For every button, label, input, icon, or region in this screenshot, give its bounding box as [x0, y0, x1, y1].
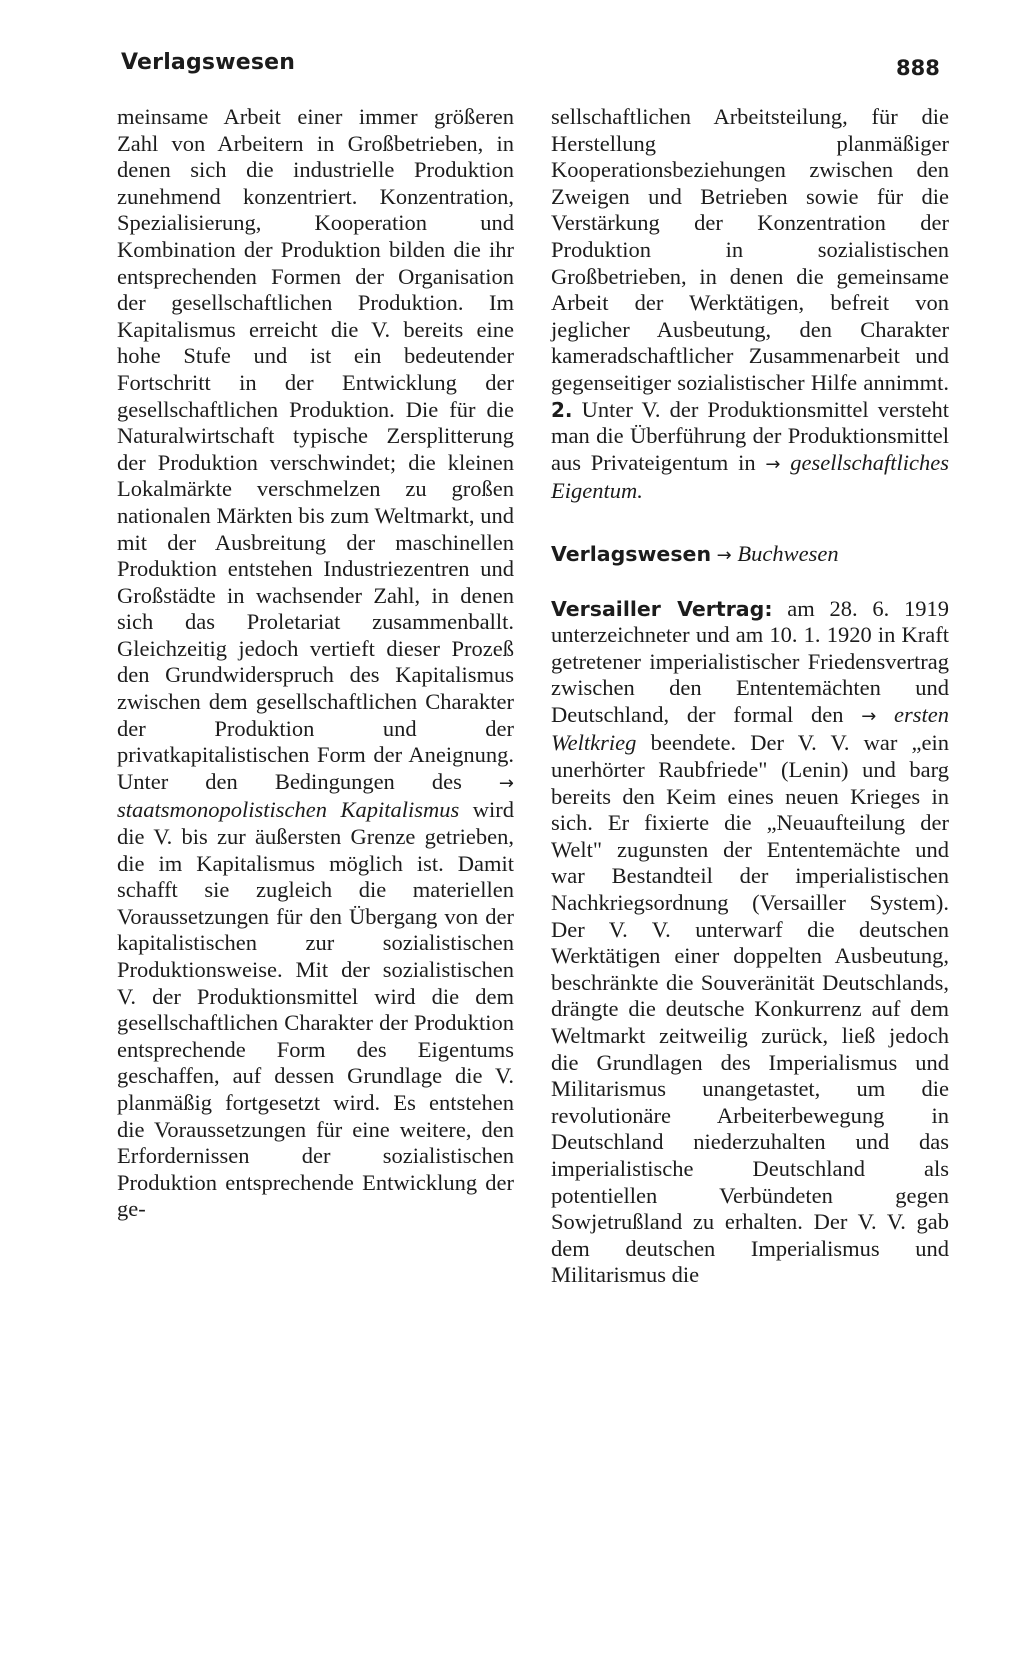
entry-continuation [117, 104, 514, 1223]
entry-headword: Verlagswesen [551, 541, 712, 566]
page-number: 888 [896, 56, 940, 80]
running-head: Verlagswesen [121, 50, 296, 75]
body-text: Unter V. der Produktionsmittel versteht man die Überführung der Produktionsmittel aus Privateigentum in [551, 396, 949, 475]
entry-versailler-vertrag [551, 596, 949, 1289]
body-text: am 28. 6. 1919 unterzeichneter und am 10. 1. 1920 in Kraft getretener imperialistischer Friedensvertrag zwischen den Ententemächten und Deutschland, der formal den [551, 595, 950, 727]
body-text: beendete. Der V. V. war „ein unerhörter Raubfriede" (Lenin) und barg bereits den Keim eines neuen Krieges in sich. Er fixierte die „Neuaufteilung der Welt" zugunsten der Ententemächte und war Bestandteil der imperialistischen Nachkriegsordnung (Versailler System). Der V. V. unterwarf die deutschen Werktätigen einer doppelten Ausbeutung, beschränkte die Souveränität Deutschlands, drängte die deutsche Konkurrenz auf dem Weltmarkt zeitweilig zurück, ließ jedoch die Grundlagen des Imperialismus und Militarismus unangetastet, um die revolutionäre Arbeiterbewegung in Deutschland niederzuhalten und das imperialistische Deutschland als potentiellen Verbündeten gegen Sowjetrußland zu erhalten. Der V. V. gab dem deutschen Imperialismus und Militarismus die [551, 730, 950, 1288]
body-text: wird die V. bis zur äußersten Grenze getrieben, die im Kapitalismus möglich ist. Damit schafft sie zugleich die materiellen Voraussetzungen für den Übergang von der kapitalistischen zur sozialistischen Produktionsweise. Mit der sozialistischen V. der Produktionsmittel wird die dem gesellschaftlichen Charakter der Produktion entsprechende Form des Eigentums geschaffen, auf dessen Grundlage die V. planmäßig fortgesetzt wird. Es entstehen die Voraussetzungen für eine weitere, den Erfordernissen der sozialistischen Produktion entsprechende Entwicklung der ge- [117, 797, 514, 1222]
cross-reference[interactable]: gesellschaftliches Eigentum. [551, 449, 950, 504]
cross-reference-arrow-icon: → [498, 772, 514, 794]
cross-reference-arrow-icon: → [765, 453, 781, 475]
left-column [117, 104, 514, 1223]
cross-reference[interactable]: staatsmonopolistischen Kapitalismus [117, 797, 460, 823]
entry-spacer [551, 570, 949, 596]
entry-spacer [551, 505, 949, 541]
sense-number: 2. [551, 397, 573, 422]
body-text: sellschaftlichen Arbeitsteilung, für die Herstellung planmäßiger Kooperationsbeziehungen zwischen den Zweigen und Betrieben sowie für die Verstärkung der Konzentration der Produktion in sozialistischen Großbetrieben, in denen die gemeinsame Arbeit der Werktätigen, befreit von jeglicher Ausbeutung, den Charakter kameradschaftlicher Zusammenarbeit und gegenseitiger sozialistischer Hilfe annimmt. [551, 104, 949, 395]
cross-reference[interactable]: Buchwesen [737, 540, 839, 566]
cross-reference-arrow-icon: → [716, 544, 732, 566]
entry-continuation [551, 104, 949, 505]
right-column [551, 104, 949, 1289]
cross-reference[interactable]: ersten Weltkrieg [551, 701, 950, 756]
entry-verlagswesen [551, 541, 949, 570]
entry-headword: Versailler Vertrag: [551, 596, 773, 621]
cross-reference-arrow-icon: → [861, 705, 877, 727]
body-text: meinsame Arbeit einer immer größeren Zahl von Arbeitern in Großbetrieben, in denen sich die industrielle Produktion zunehmend konzentriert. Konzentration, Spezialisierung, Kooperation und Kombination der Produktion bilden die ihr entsprechenden Formen der Organisation der gesellschaftlichen Produktion. Im Kapitalismus erreicht die V. bereits eine hohe Stufe und ist ein bedeutender Fortschritt in der Entwicklung der gesellschaftlichen Produktion. Die für die Naturalwirtschaft typische Zersplitterung der Produktion verschwindet; die kleinen Lokalmärkte verschmelzen zu großen nationalen Märkten bis zum Weltmarkt, und mit der Ausbreitung der maschinellen Produktion entstehen Industriezentren und Großstädte in wachsender Zahl, in denen sich das Proletariat zusammenballt. Gleichzeitig jedoch vertieft dieser Prozeß den Grundwiderspruch des Kapitalismus zwischen dem gesellschaftlichen Charakter der Produktion und der privatkapitalistischen Form der Aneignung. Unter den Bedingungen des [117, 104, 514, 794]
